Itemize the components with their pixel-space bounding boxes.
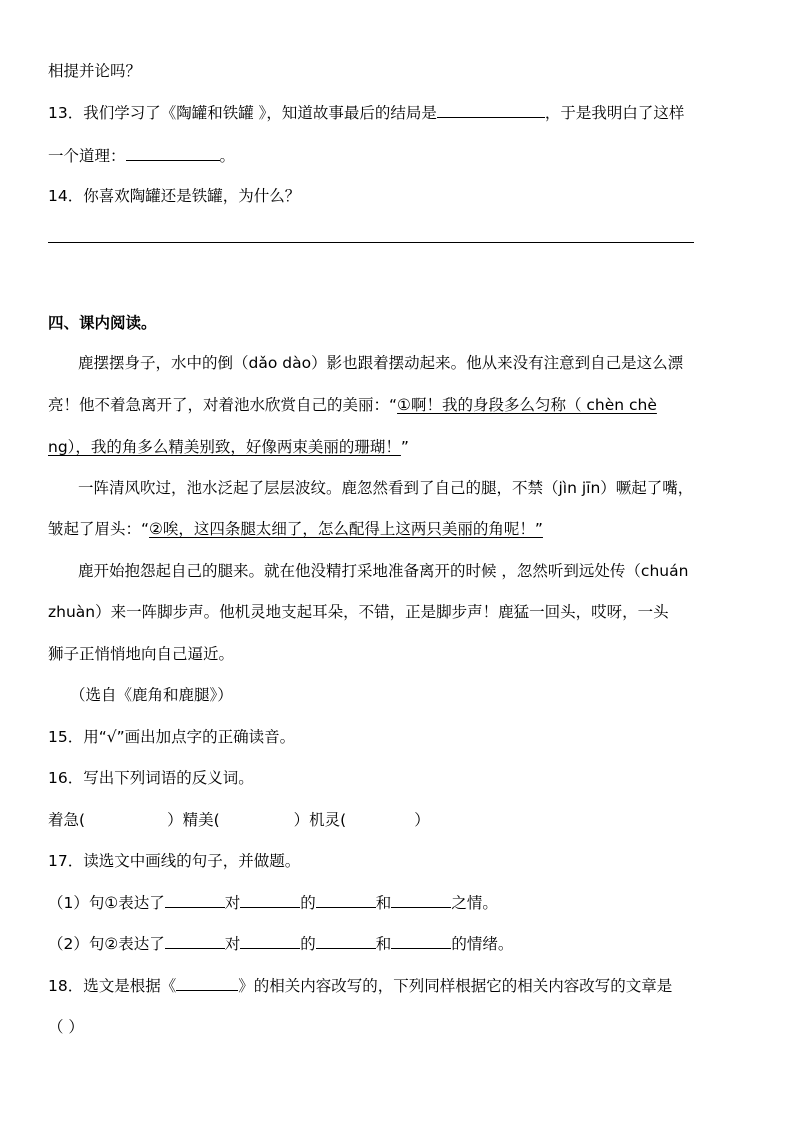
q16-antonyms-row bbox=[48, 810, 430, 830]
q17-2-part-4: 和 bbox=[375, 935, 392, 953]
q13-blank-ending[interactable] bbox=[437, 103, 545, 118]
q17-1-part-2: 对 bbox=[224, 894, 241, 912]
passage-p2-line1: 一阵清风吹过，池水泛起了层层波纹。鹿忽然看到了自己的腿，不禁（jìn jīn）噘起了嘴， bbox=[78, 479, 694, 497]
q17-sub-2 bbox=[48, 934, 513, 954]
underlined-sentence-2: ②唉，这四条腿太细了，怎么配得上这两只美丽的角呢！” bbox=[149, 520, 543, 538]
underlined-sentence-1a: ①啊！我的身段多么匀称（ chèn chè bbox=[397, 396, 657, 414]
q16-word-3: ）机灵( bbox=[293, 811, 347, 829]
question-16: 16．写出下列词语的反义词。 bbox=[48, 769, 254, 787]
q16-word-2: ）精美( bbox=[167, 811, 220, 829]
q18-text-pre: 18．选文是根据《 bbox=[48, 977, 177, 995]
passage-p2-line2 bbox=[48, 519, 543, 539]
passage-source: （选自《鹿角和鹿腿》） bbox=[70, 686, 233, 704]
q14-answer-line[interactable] bbox=[48, 242, 694, 243]
q17-2-blank-3[interactable] bbox=[316, 934, 376, 949]
passage-p3-line2: zhuàn）来一阵脚步声。他机灵地支起耳朵，不错，正是脚步声！鹿猛一回头，哎呀，一头 bbox=[48, 603, 669, 621]
p1-line3-quote: ” bbox=[400, 438, 409, 456]
q13-text-post: ，于是我明白了这样 bbox=[544, 104, 685, 122]
q17-2-part-5: 的情绪。 bbox=[451, 935, 514, 953]
passage-p1-line2 bbox=[48, 395, 657, 415]
q17-2-blank-1[interactable] bbox=[165, 934, 225, 949]
q13-text-pre: 13．我们学习了《陶罐和铁罐 》，知道故事最后的结局是 bbox=[48, 104, 437, 122]
q18-text-post: 》的相关内容改写的，下列同样根据它的相关内容改写的文章是 bbox=[238, 977, 673, 995]
q18-blank-title[interactable] bbox=[176, 976, 238, 991]
question-13-line2 bbox=[48, 146, 235, 166]
q17-1-part-3: 的 bbox=[300, 894, 316, 912]
passage-p3-line1: 鹿开始抱怨起自己的腿来。就在他没精打采地准备离开的时候 ，忽然听到远处传（chuán bbox=[78, 562, 689, 580]
q17-2-part-1: （2）句②表达了 bbox=[48, 935, 165, 953]
q13-blank-lesson[interactable] bbox=[126, 146, 220, 161]
q13-line2-post: 。 bbox=[219, 147, 236, 165]
question-17: 17．读选文中画线的句子，并做题。 bbox=[48, 852, 301, 870]
underlined-sentence-1b: ng），我的角多么精美别致，好像两束美丽的珊瑚！ bbox=[48, 438, 401, 456]
q16-close: ） bbox=[414, 811, 430, 829]
q18-answer-paren[interactable]: （ ） bbox=[48, 1018, 84, 1036]
question-13-line1 bbox=[48, 103, 684, 123]
q17-2-blank-4[interactable] bbox=[391, 934, 451, 949]
question-18 bbox=[48, 976, 672, 996]
q17-1-blank-3[interactable] bbox=[316, 893, 376, 908]
passage-p1-line3 bbox=[48, 437, 409, 457]
q17-2-part-3: 的 bbox=[300, 935, 316, 953]
q17-1-part-5: 之情。 bbox=[451, 894, 498, 912]
q16-word-1: 着急( bbox=[48, 811, 86, 829]
q17-1-part-4: 和 bbox=[375, 894, 392, 912]
q17-1-part-1: （1）句①表达了 bbox=[48, 894, 165, 912]
p2-line2-text: 皱起了眉头：“ bbox=[48, 520, 150, 538]
passage-p1-line1: 鹿摆摆身子，水中的倒（dǎo dào）影也跟着摆动起来。他从来没有注意到自己是这么漂 bbox=[78, 354, 684, 372]
section-4-title: 四、课内阅读。 bbox=[48, 314, 157, 332]
passage-p3-line3: 狮子正悄悄地向自己逼近。 bbox=[48, 645, 235, 663]
q17-1-blank-4[interactable] bbox=[391, 893, 451, 908]
p1-line2-text: 亮！他不着急离开了，对着池水欣赏自己的美丽：“ bbox=[48, 396, 398, 414]
question-14: 14．你喜欢陶罐还是铁罐，为什么？ bbox=[48, 187, 301, 205]
q17-1-blank-2[interactable] bbox=[240, 893, 300, 908]
q13-line2-pre: 一个道理： bbox=[48, 147, 126, 165]
question-15: 15．用“√”画出加点字的正确读音。 bbox=[48, 728, 296, 746]
q17-2-part-2: 对 bbox=[224, 935, 241, 953]
q17-1-blank-1[interactable] bbox=[165, 893, 225, 908]
q12-tail: 相提并论吗？ bbox=[48, 62, 142, 80]
q17-2-blank-2[interactable] bbox=[240, 934, 300, 949]
q17-sub-1 bbox=[48, 893, 498, 913]
